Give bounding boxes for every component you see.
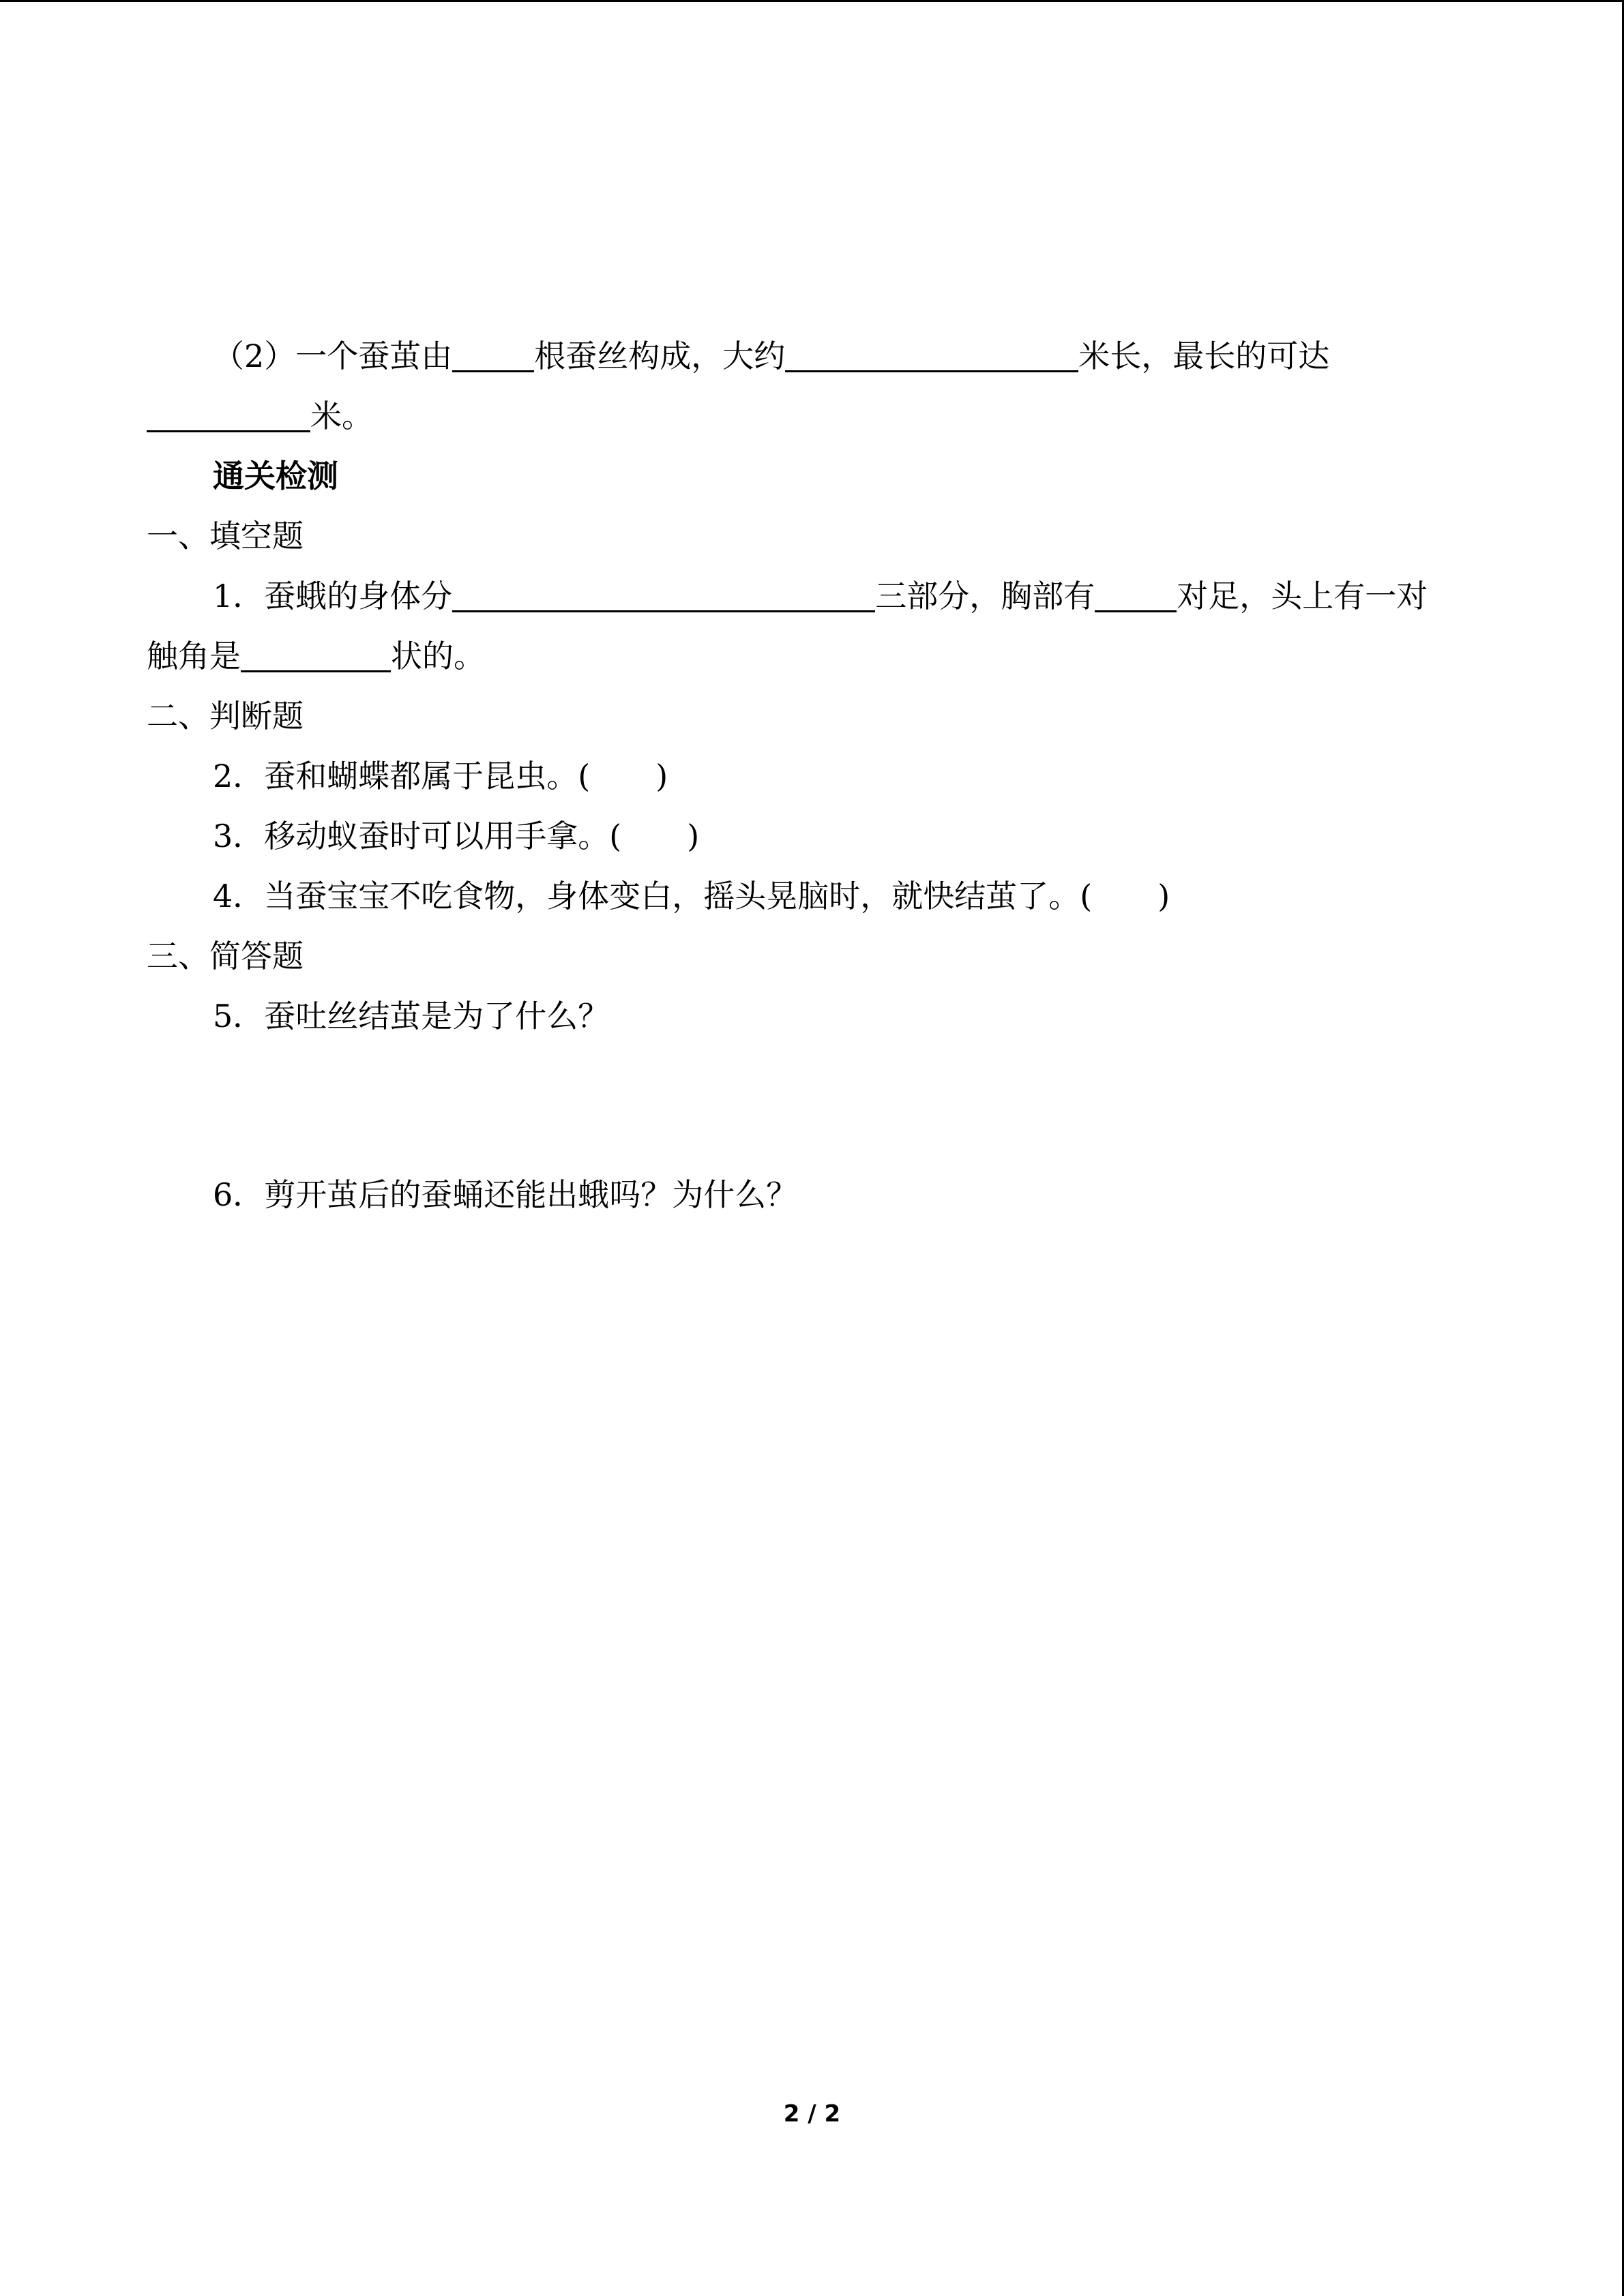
cocoon-question-text-c: 米长，最长的可达 — [1078, 338, 1330, 374]
part1-title: 一、填空题 — [147, 518, 304, 554]
part3-title: 三、简答题 — [147, 938, 304, 974]
q6-line: 6．剪开茧后的蚕蛹还能出蛾吗？为什么？ — [213, 1176, 798, 1213]
q2-line — [213, 756, 668, 796]
cocoon-question-line-2 — [147, 396, 373, 436]
q1-text-a: 1．蚕蛾的身体分 — [213, 578, 453, 614]
q1-text-b: 三部分，胸部有 — [875, 578, 1095, 614]
cocoon-question-text-b: 根蚕丝构成，大约 — [534, 338, 786, 374]
q1-text-c: 对足，头上有一对 — [1177, 578, 1428, 614]
cocoon-question-line-1 — [213, 336, 1329, 376]
blank-antenna-shape — [241, 639, 391, 672]
q5-line: 5．蚕吐丝结茧是为了什么？ — [213, 998, 610, 1034]
page-border-top — [0, 0, 1624, 2]
q4-line — [213, 876, 1170, 916]
q3-line — [213, 816, 699, 856]
q4-text: 4．当蚕宝宝不吃食物，身体变白，摇头晃脑时，就快结茧了。( — [213, 878, 1093, 914]
blank-max-length — [147, 399, 310, 432]
blank-silk-count — [452, 339, 534, 372]
q2-close-paren: ) — [655, 758, 668, 794]
q1-line-1 — [213, 576, 1428, 616]
part2-title: 二、判断题 — [147, 698, 304, 734]
q4-close-paren: ) — [1157, 878, 1170, 914]
cocoon-question-text-d: 米。 — [310, 398, 373, 434]
q2-text: 2．蚕和蝴蝶都属于昆虫。( — [213, 758, 591, 794]
q1-text-d: 触角是 — [147, 638, 241, 674]
q3-close-paren: ) — [687, 818, 700, 854]
cocoon-question-text-a: （2）一个蚕茧由 — [213, 338, 453, 374]
blank-silk-length — [785, 339, 1078, 372]
q1-line-2 — [147, 636, 485, 676]
q1-text-e: 状的。 — [391, 638, 485, 674]
blank-body-parts — [452, 579, 875, 612]
section-heading: 通关检测 — [213, 458, 338, 494]
q3-text: 3．移动蚁蚕时可以用手拿。( — [213, 818, 622, 854]
blank-leg-pairs — [1095, 579, 1177, 612]
page-number: 2 / 2 — [783, 2100, 841, 2128]
